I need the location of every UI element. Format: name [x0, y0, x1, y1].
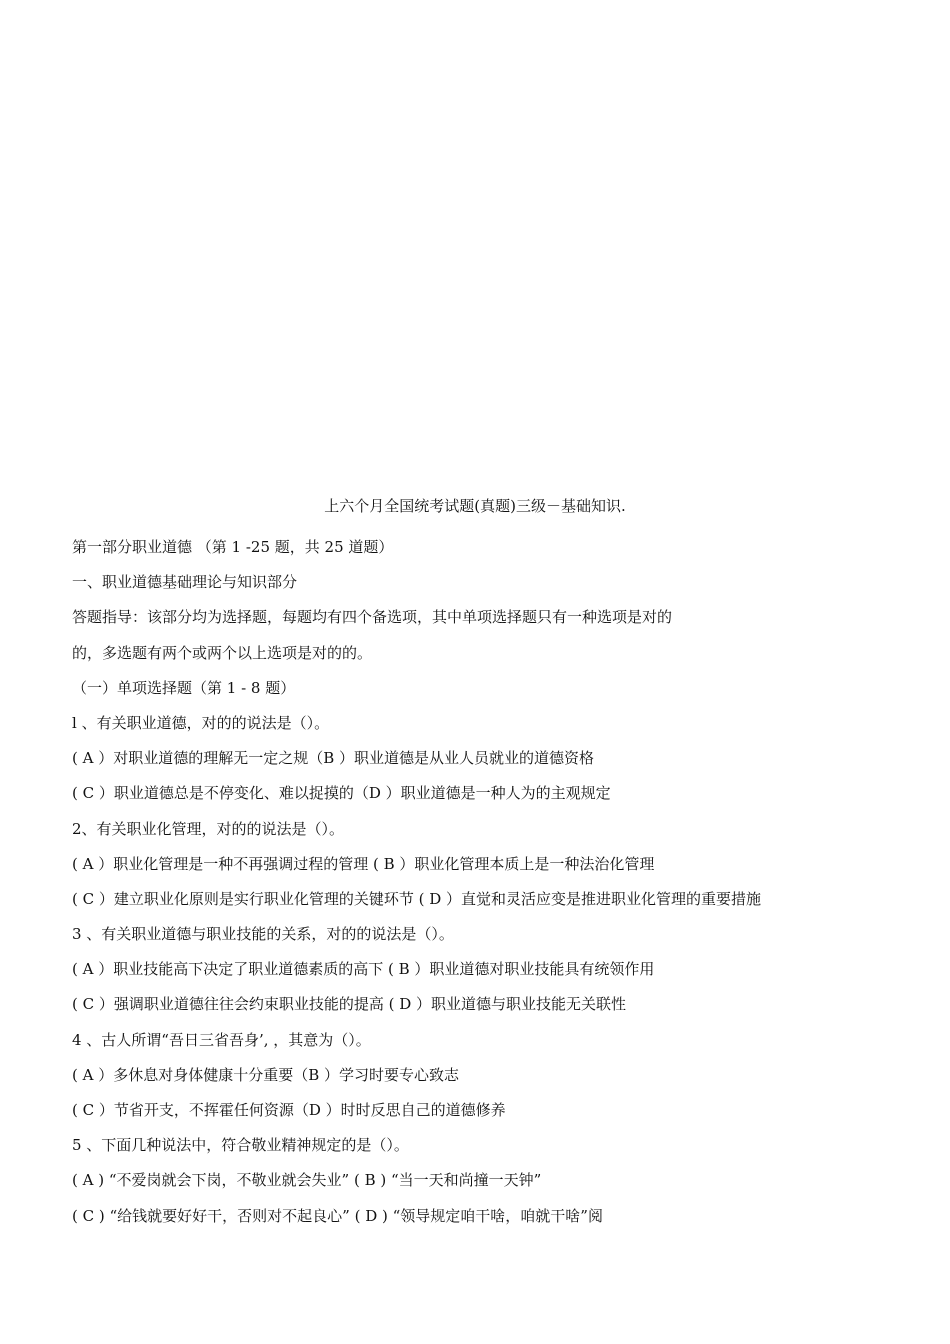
instructions-line-1: 答题指导：该部分均为选择题，每题均有四个备选项，其中单项选择题只有一种选项是对的 — [72, 608, 673, 627]
question-3-options-cd: ( C ）强调职业道德往往会约束职业技能的提高 ( D ）职业道德与职业技能无关联性 — [72, 995, 627, 1014]
question-3: 3 、有关职业道德与职业技能的关系，对的的说法是（）。 — [72, 925, 454, 944]
question-5-options-ab: ( A ) “不爱岗就会下岗，不敬业就会失业” ( B ) “当一天和尚撞一天钟” — [72, 1171, 542, 1190]
section-heading: 第一部分职业道德 （第 1 -25 题，共 25 道题） — [72, 538, 394, 556]
question-1-options-cd: ( C ）职业道德总是不停变化、难以捉摸的（D ）职业道德是一种人为的主观规定 — [72, 784, 611, 803]
question-2-options-cd: ( C ）建立职业化原则是实行职业化管理的关键环节 ( D ）直觉和灵活应变是推进职业化管理的重要措施 — [72, 889, 762, 908]
subsection-heading: 一、职业道德基础理论与知识部分 — [72, 573, 298, 592]
question-1: l 、有关职业道德，对的的说法是（）。 — [72, 713, 330, 732]
question-1-options-ab: ( A ）对职业道德的理解无一定之规（B ）职业道德是从业人员就业的道德资格 — [72, 749, 595, 768]
instructions-line-2: 的，多选题有两个或两个以上选项是对的的。 — [72, 643, 373, 662]
question-2: 2、有关职业化管理，对的的说法是（）。 — [72, 819, 345, 838]
question-group-heading: （一）单项选择题（第 1 - 8 题） — [72, 678, 296, 697]
question-5: 5 、下面几种说法中，符合敬业精神规定的是（）。 — [72, 1136, 409, 1155]
question-3-options-ab: ( A ）职业技能高下决定了职业道德素质的高下 ( B ）职业道德对职业技能具有统领作用 — [72, 960, 655, 979]
question-5-options-cd: ( C ) “给钱就要好好干，否则对不起良心” ( D ) “领导规定咱干啥，咱就干啥”阅 — [72, 1206, 603, 1225]
question-4-options-cd: ( C ）节省开支，不挥霍任何资源（D ）时时反思自己的道德修养 — [72, 1101, 506, 1119]
question-4-options-ab: ( A ）多休息对身体健康十分重要（B ）学习时要专心致志 — [72, 1065, 460, 1084]
document-body — [72, 530, 892, 1234]
question-2-options-ab: ( A ）职业化管理是一种不再强调过程的管理 ( B ）职业化管理本质上是一种法治化管理 — [72, 854, 655, 873]
question-4: 4 、古人所谓“吾日三省吾身’, ，其意为（）。 — [72, 1030, 371, 1049]
document-title: 上六个月全国统考试题(真题)三级－基础知识. — [324, 497, 626, 515]
